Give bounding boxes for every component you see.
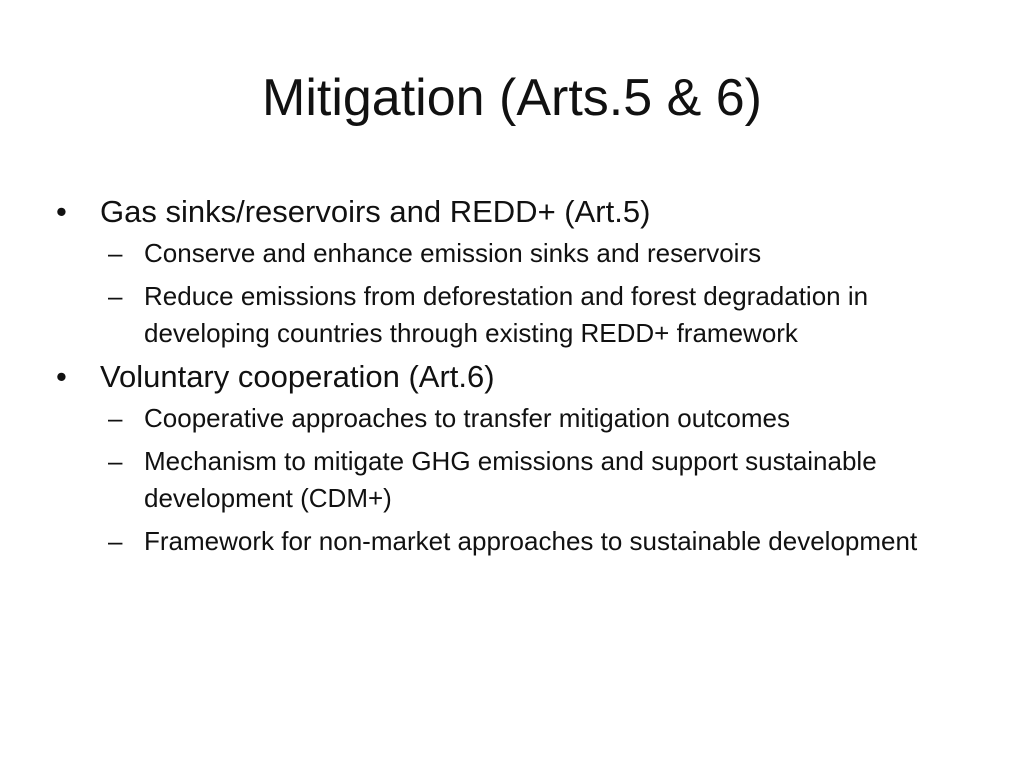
sub-bullet-text: Mechanism to mitigate GHG emissions and support sustainable development (CDM+) (144, 446, 877, 513)
bullet-icon: • (56, 194, 67, 229)
dash-icon: – (108, 526, 123, 556)
sub-bullet-list (100, 400, 956, 560)
dash-icon: – (108, 281, 123, 311)
sub-bullet-item (100, 523, 956, 560)
sub-bullet-item (100, 443, 956, 517)
bullet-text: Gas sinks/reservoirs and REDD+ (Art.5) (100, 194, 651, 229)
slide-title: Mitigation (Arts.5 & 6) (262, 69, 762, 127)
sub-bullet-text: Conserve and enhance emission sinks and reservoirs (144, 238, 762, 268)
sub-bullet-text: Framework for non-market approaches to sustainable development (144, 526, 918, 556)
dash-icon: – (108, 446, 123, 476)
sub-bullet-item (100, 400, 956, 437)
sub-bullet-item (100, 235, 956, 272)
sub-bullet-text: Cooperative approaches to transfer mitigation outcomes (144, 403, 791, 433)
bullet-text: Voluntary cooperation (Art.6) (100, 359, 495, 394)
sub-bullet-list (100, 235, 956, 352)
bullet-list (56, 193, 956, 566)
bullet-item (56, 358, 956, 560)
bullet-item (56, 193, 956, 352)
sub-bullet-text: Reduce emissions from deforestation and forest degradation in developing countries through existing REDD+ framework (144, 281, 869, 348)
dash-icon: – (108, 403, 123, 433)
bullet-icon: • (56, 359, 67, 394)
dash-icon: – (108, 238, 123, 268)
sub-bullet-item (100, 278, 956, 352)
